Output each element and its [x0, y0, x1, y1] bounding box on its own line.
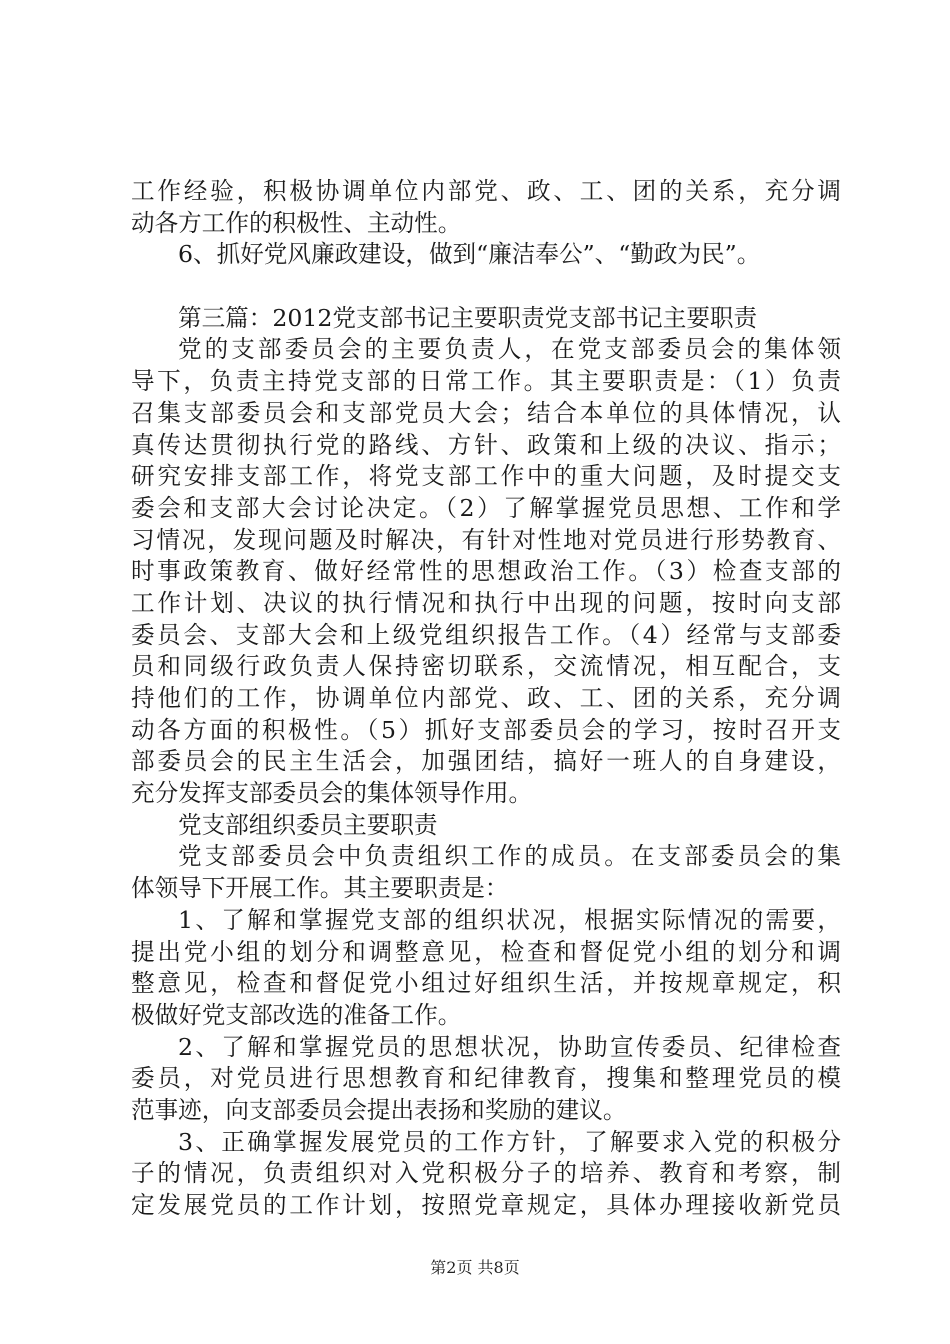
- text-line: 充分发挥支部委员会的集体领导作用。: [131, 779, 533, 808]
- text-line: 工作经验，积极协调单位内部党、政、工、团的关系，充分调: [131, 177, 841, 205]
- text-line: 范事迹，向支部委员会提出表扬和奖励的建议。: [131, 1095, 627, 1124]
- text-line: 6、抓好党风廉政建设，做到“廉洁奉公”、“勤政为民”。: [178, 240, 761, 269]
- text-line: 动各方面的积极性。（5）抓好支部委员会的学习，按时召开支: [131, 715, 841, 744]
- text-line: 委员会、支部大会和上级党组织报告工作。（4）经常与支部委: [131, 620, 841, 649]
- text-line: 党支部委员会中负责组织工作的成员。在支部委员会的集: [178, 842, 841, 871]
- text-line: 子的情况，负责组织对入党积极分子的培养、教育和考察，制: [131, 1159, 841, 1188]
- text-line: 工作计划、决议的执行情况和执行中出现的问题，按时向支部: [131, 588, 841, 617]
- text-line: 体领导下开展工作。其主要职责是：: [131, 874, 509, 903]
- page-number: 第2页 共8页: [430, 1258, 520, 1277]
- section-heading: 第三篇：2012党支部书记主要职责党支部书记主要职责: [178, 303, 758, 332]
- document-body: [131, 176, 841, 1222]
- text-line: 真传达贯彻执行党的路线、方针、政策和上级的决议、指示；: [131, 430, 841, 459]
- text-line: 研究安排支部工作，将党支部工作中的重大问题，及时提交支: [131, 462, 841, 491]
- text-line: 习情况，发现问题及时解决，有针对性地对党员进行形势教育、: [131, 525, 841, 554]
- text-line: 定发展党员的工作计划，按照党章规定，具体办理接收新党员: [131, 1191, 841, 1219]
- list-item: 3、正确掌握发展党员的工作方针，了解要求入党的积极分: [178, 1127, 841, 1156]
- text-line: 委员，对党员进行思想教育和纪律教育，搜集和整理党员的模: [131, 1064, 841, 1093]
- text-line: 导下，负责主持党支部的日常工作。其主要职责是：（1）负责: [131, 367, 841, 396]
- subsection-heading: 党支部组织委员主要职责: [178, 810, 438, 839]
- list-item: 1、了解和掌握党支部的组织状况，根据实际情况的需要，: [178, 905, 841, 934]
- text-line: 提出党小组的划分和调整意见，检查和督促党小组的划分和调: [131, 937, 841, 966]
- text-line: 召集支部委员会和支部党员大会；结合本单位的具体情况，认: [131, 398, 841, 427]
- text-line: 委会和支部大会讨论决定。（2）了解掌握党员思想、工作和学: [131, 493, 841, 522]
- text-line: 持他们的工作，协调单位内部党、政、工、团的关系，充分调: [131, 684, 841, 712]
- list-item: 2、了解和掌握党员的思想状况，协助宣传委员、纪律检查: [178, 1032, 841, 1061]
- text-line: 时事政策教育、做好经常性的思想政治工作。（3）检查支部的: [131, 557, 841, 586]
- text-line: 部委员会的民主生活会，加强团结，搞好一班人的自身建设，: [131, 747, 841, 776]
- text-line: 党的支部委员会的主要负责人，在党支部委员会的集体领: [178, 335, 841, 364]
- text-line: 极做好党支部改选的准备工作。: [131, 1000, 462, 1029]
- text-line: 动各方工作的积极性、主动性。: [131, 208, 462, 237]
- text-line: 员和同级行政负责人保持密切联系，交流情况，相互配合，支: [131, 652, 841, 681]
- paragraph-gap: [131, 271, 841, 303]
- text-line: 整意见，检查和督促党小组过好组织生活，并按规章规定，积: [131, 969, 841, 998]
